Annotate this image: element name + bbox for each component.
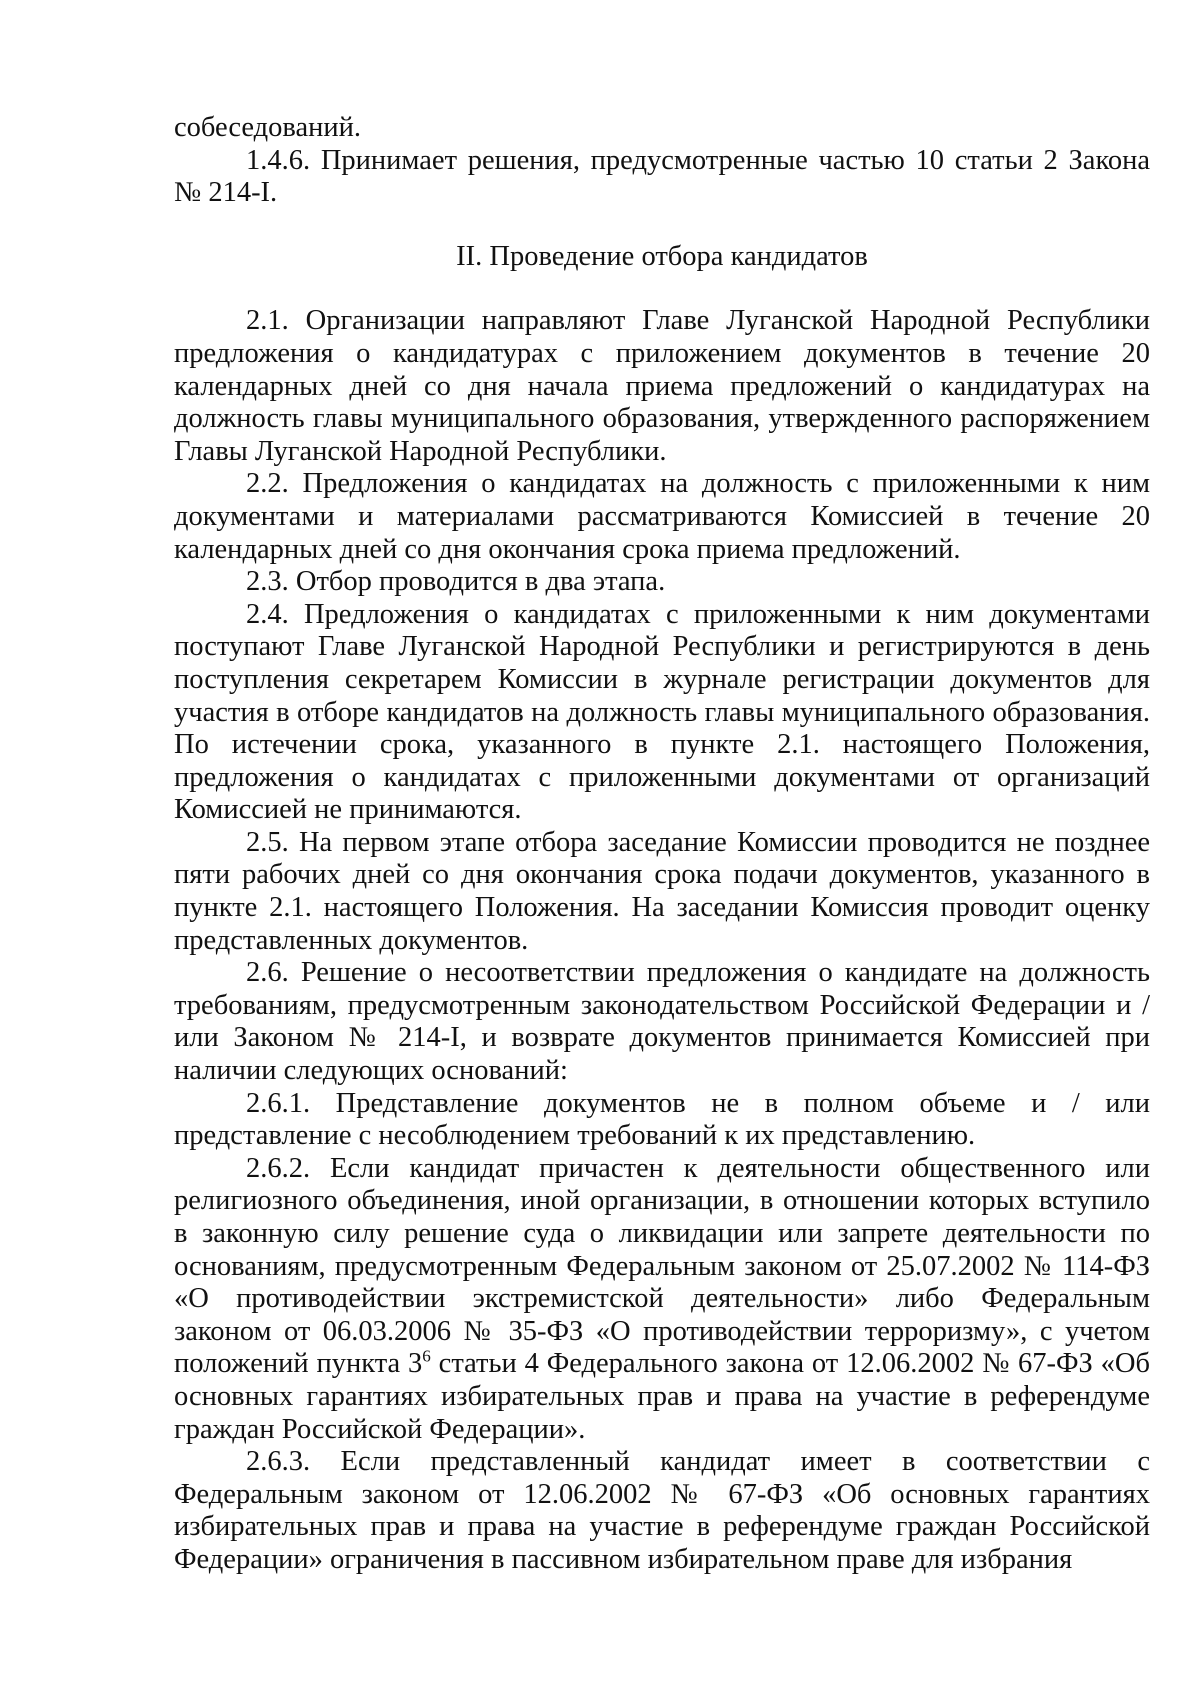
item-1-4-6: 1.4.6. Принимает решения, предусмотренные частью 10 статьи 2 Закона № 214-I.	[174, 144, 1150, 209]
paragraph-2-4: 2.4. Предложения о кандидатах с приложенными к ним документами поступают Главе Луганской Народной Республики и регистрируются в день поступления секретарем Комиссии в журнале регистрации документов для участия в отборе кандидатов на должность главы муниципального образования. По истечении срока, указанного в пункте 2.1. настоящего Положения, предложения о кандидатах с приложенными документами от организаций Комиссией не принимаются.	[174, 598, 1150, 826]
paragraph-2-1: 2.1. Организации направляют Главе Луганской Народной Республики предложения о кандидатурах с приложением документов в течение 20 календарных дней со дня начала приема предложений о кандидатурах на должность главы муниципального образования, утвержденного распоряжением Главы Луганской Народной Республики.	[174, 305, 1150, 467]
superscript-6: 6	[422, 1346, 431, 1366]
paragraph-2-6-1: 2.6.1. Представление документов не в полном объеме и / или представление с несоблюдением требований к их представлению.	[174, 1087, 1150, 1152]
paragraph-2-6-2-text: 2.6.2. Если кандидат причастен к деятельности общественного или религиозного объединения, иной организации, в отношении которых вступило в законную силу решение суда о ликвидации или запрете деятельности по основаниям, предусмотренным Федеральным законом от 25.07.2002 № 114-ФЗ «О противодействии экстремистской деятельности» либо Федеральным законом от 06.03.2006 № 35-ФЗ «О противодействии терроризму», с учетом положений пункта 3	[174, 1152, 1150, 1380]
paragraph-2-6-3: 2.6.3. Если представленный кандидат имеет в соответствии с Федеральным законом от 12.06.2002 № 67-ФЗ «Об основных гарантиях избирательных прав и права на участие в референдуме граждан Российской Федерации» ограничения в пассивном избирательном праве для избрания	[174, 1446, 1150, 1575]
lead-fragment: собеседований.	[174, 112, 362, 143]
paragraph-2-5: 2.5. На первом этапе отбора заседание Комиссии проводится не позднее пяти рабочих дней со дня окончания срока подачи документов, указанного в пункте 2.1. настоящего Положения. На заседании Комиссия проводит оценку представленных документов.	[174, 826, 1150, 956]
paragraph-2-2: 2.2. Предложения о кандидатах на должность с приложенными к ним документами и материалами рассматриваются Комиссией в течение 20 календарных дней со дня окончания срока приема предложений.	[174, 468, 1150, 565]
paragraph-2-3: 2.3. Отбор проводится в два этапа.	[246, 566, 666, 598]
paragraph-2-6-2-text-cont: статьи 4 Федерального закона от 12.06.2002 № 67-ФЗ «Об основных гарантиях избирательных прав и права на участие в референдуме граждан Российской Федерации».	[174, 1348, 1150, 1445]
paragraph-2-6: 2.6. Решение о несоответствии предложения о кандидате на должность требованиям, предусмотренным законодательством Российской Федерации и / или Законом № 214-I, и возврате документов принимается Комиссией при наличии следующих оснований:	[174, 957, 1150, 1087]
paragraph-2-6-2	[174, 1153, 1150, 1446]
document-page	[174, 112, 1150, 1577]
section-title: II. Проведение отбора кандидатов	[456, 240, 868, 272]
